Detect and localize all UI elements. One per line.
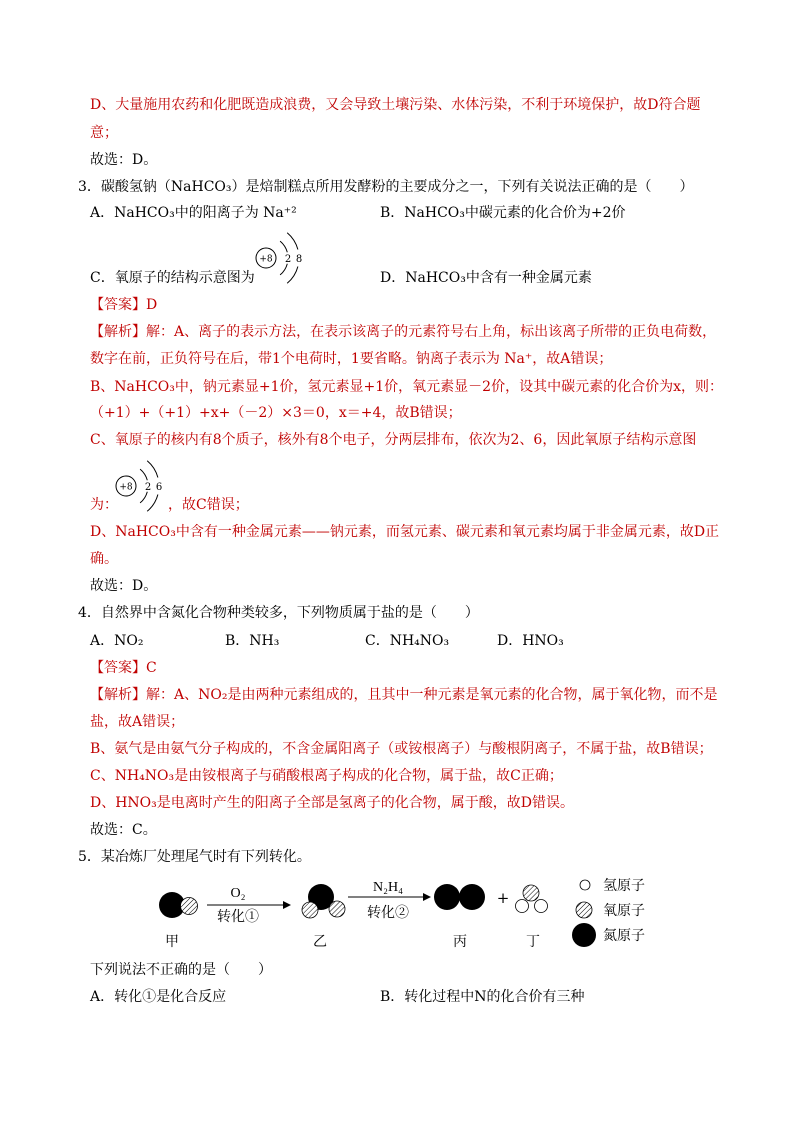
conversion-2-label: 转化② xyxy=(367,905,409,921)
q4-conclusion: 故选：C。 xyxy=(90,822,157,838)
shell-1-arc-top xyxy=(280,241,287,252)
reagent-1-label: O₂ xyxy=(230,886,246,901)
q4-option-b: B．NH₃ xyxy=(225,633,280,649)
q3-answer: 【答案】D xyxy=(90,297,158,313)
conversion-1-label: 转化① xyxy=(217,909,259,925)
hydrogen-legend-icon xyxy=(580,880,590,890)
q5-stem: 5．某冶炼厂处理尾气时有下列转化。 xyxy=(78,849,311,865)
diagram-legend xyxy=(572,878,645,947)
oxygen-atom xyxy=(329,901,345,917)
oxygen-legend-icon xyxy=(576,902,592,918)
q4-stem: 4．自然界中含氮化合物种类较多，下列物质属于盐的是（ ） xyxy=(78,605,479,621)
q3-stem: 3．碳酸氢钠（NaHCO₃）是焙制糕点所用发酵粉的主要成分之一，下列有关说法正确的是（ ） xyxy=(78,179,694,195)
q2-analysis-d-line-1: D、大量施用农药和化肥既造成浪费，又会导致土壤污染、水体污染，不利于环境保护，故D符合题 xyxy=(90,97,701,113)
shell-1-electron-count: 2 xyxy=(144,482,152,493)
q2-analysis-d-line-2: 意； xyxy=(90,125,118,141)
hydrogen-legend-label: 氢原子 xyxy=(603,878,645,894)
q3-option-a: A．NaHCO₃中的阳离子为 Na⁺² xyxy=(90,205,297,221)
q3-analysis-line-1: 【解析】解：A、离子的表示方法，在表示该离子的元素符号右上角，标出该离子所带的正负电荷数， xyxy=(90,324,717,340)
plus-sign: + xyxy=(496,889,510,907)
q4-analysis-line-5: D、HNO₃是电离时产生的阳离子全部是氢离子的化合物，属于酸，故D错误。 xyxy=(90,795,574,811)
q5-reaction-diagram xyxy=(0,860,794,955)
oxygen-atom xyxy=(523,885,539,901)
q4-option-d: D．HNO₃ xyxy=(497,633,564,649)
q4-answer: 【答案】C xyxy=(90,660,157,676)
hydrogen-atom xyxy=(516,900,529,913)
q3-analysis-atom-diagram xyxy=(108,458,170,514)
label-yi: 乙 xyxy=(313,934,327,950)
oxygen-atom xyxy=(302,902,318,918)
shell-1-electron-count: 2 xyxy=(284,254,292,265)
q4-analysis-line-1: 【解析】解：A、NO₂是由两种元素组成的，且其中一种元素是氧元素的化合物，属于氧化物，而不是 xyxy=(90,687,718,703)
oxygen-atom xyxy=(181,898,198,915)
molecule-yi xyxy=(302,884,345,918)
q5-option-a: A．转化①是化合反应 xyxy=(90,989,227,1005)
nucleus-charge: +8 xyxy=(119,482,133,493)
molecule-jia xyxy=(159,892,198,918)
molecule-bing xyxy=(434,884,485,910)
shell-2-arc-bottom xyxy=(147,495,158,512)
q3-analysis-line-3: B、NaHCO₃中，钠元素显+1价，氢元素显+1价，氧元素显－2价，设其中碳元素的化合价为x，则： xyxy=(90,379,723,395)
shell-2-electron-count: 6 xyxy=(155,482,163,493)
shell-2-electron-count: 8 xyxy=(295,254,303,265)
shell-1-arc-bottom xyxy=(280,264,287,275)
q5-question: 下列说法不正确的是（ ） xyxy=(90,962,272,978)
q3-option-c-atom-diagram xyxy=(248,230,310,286)
shell-1-arc-bottom xyxy=(140,492,147,503)
q3-option-d: D．NaHCO₃中含有一种金属元素 xyxy=(380,270,592,286)
shell-1-arc-top xyxy=(140,469,147,480)
q3-conclusion: 故选：D。 xyxy=(90,578,158,594)
q5-option-b: B．转化过程中N的化合价有三种 xyxy=(380,989,585,1005)
q2-conclusion: 故选：D。 xyxy=(90,152,158,168)
nucleus-charge: +8 xyxy=(259,254,273,265)
q4-option-c: C．NH₄NO₃ xyxy=(365,633,450,649)
q4-analysis-line-3: B、氨气是由氨气分子构成的，不含金属阳离子（或铵根离子）与酸根阴离子，不属于盐，故B错误； xyxy=(90,741,713,757)
q3-analysis-line-4: （+1）+（+1）+x+（－2）×3＝0，x＝+4，故B错误； xyxy=(90,405,462,421)
molecule-ding xyxy=(516,885,548,913)
q3-analysis-d-line-2: 确。 xyxy=(90,551,118,567)
shell-2-arc-bottom xyxy=(287,267,298,284)
q3-analysis-line-5: C、氧原子的核内有8个质子，核外有8个电子，分两层排布，依次为2、6，因此氧原子结构示意图 xyxy=(90,432,697,448)
shell-2-arc-top xyxy=(287,233,298,250)
nitrogen-legend-label: 氮原子 xyxy=(603,928,645,944)
q3-option-b: B．NaHCO₃中碳元素的化合价为+2价 xyxy=(380,205,626,221)
nitrogen-atom xyxy=(459,884,485,910)
q3-option-c: C．氧原子的结构示意图为 xyxy=(90,270,255,286)
nitrogen-legend-icon xyxy=(572,923,596,947)
reagent-2-label: N₂H₄ xyxy=(373,880,403,895)
q3-analysis-c-prefix: 为： xyxy=(90,497,118,513)
nitrogen-atom xyxy=(434,884,460,910)
q3-analysis-c-suffix: ，故C错误； xyxy=(168,497,249,513)
q4-analysis-line-2: 盐，故A错误； xyxy=(90,714,185,730)
q3-analysis-d-line-1: D、NaHCO₃中含有一种金属元素——钠元素，而氢元素、碳元素和氧元素均属于非金属元素，故D正 xyxy=(90,524,720,540)
shell-2-arc-top xyxy=(147,461,158,478)
q3-analysis-line-2: 数字在前，正负符号在后，带1个电荷时，1要省略。钠离子表示为 Na⁺，故A错误； xyxy=(90,351,613,367)
label-ding: 丁 xyxy=(526,934,540,950)
label-jia: 甲 xyxy=(165,934,179,950)
label-bing: 丙 xyxy=(453,934,467,950)
q4-analysis-line-4: C、NH₄NO₃是由铵根离子与硝酸根离子构成的化合物，属于盐，故C正确； xyxy=(90,768,563,784)
hydrogen-atom xyxy=(535,900,548,913)
oxygen-legend-label: 氧原子 xyxy=(603,903,645,919)
q4-option-a: A．NO₂ xyxy=(90,633,144,649)
